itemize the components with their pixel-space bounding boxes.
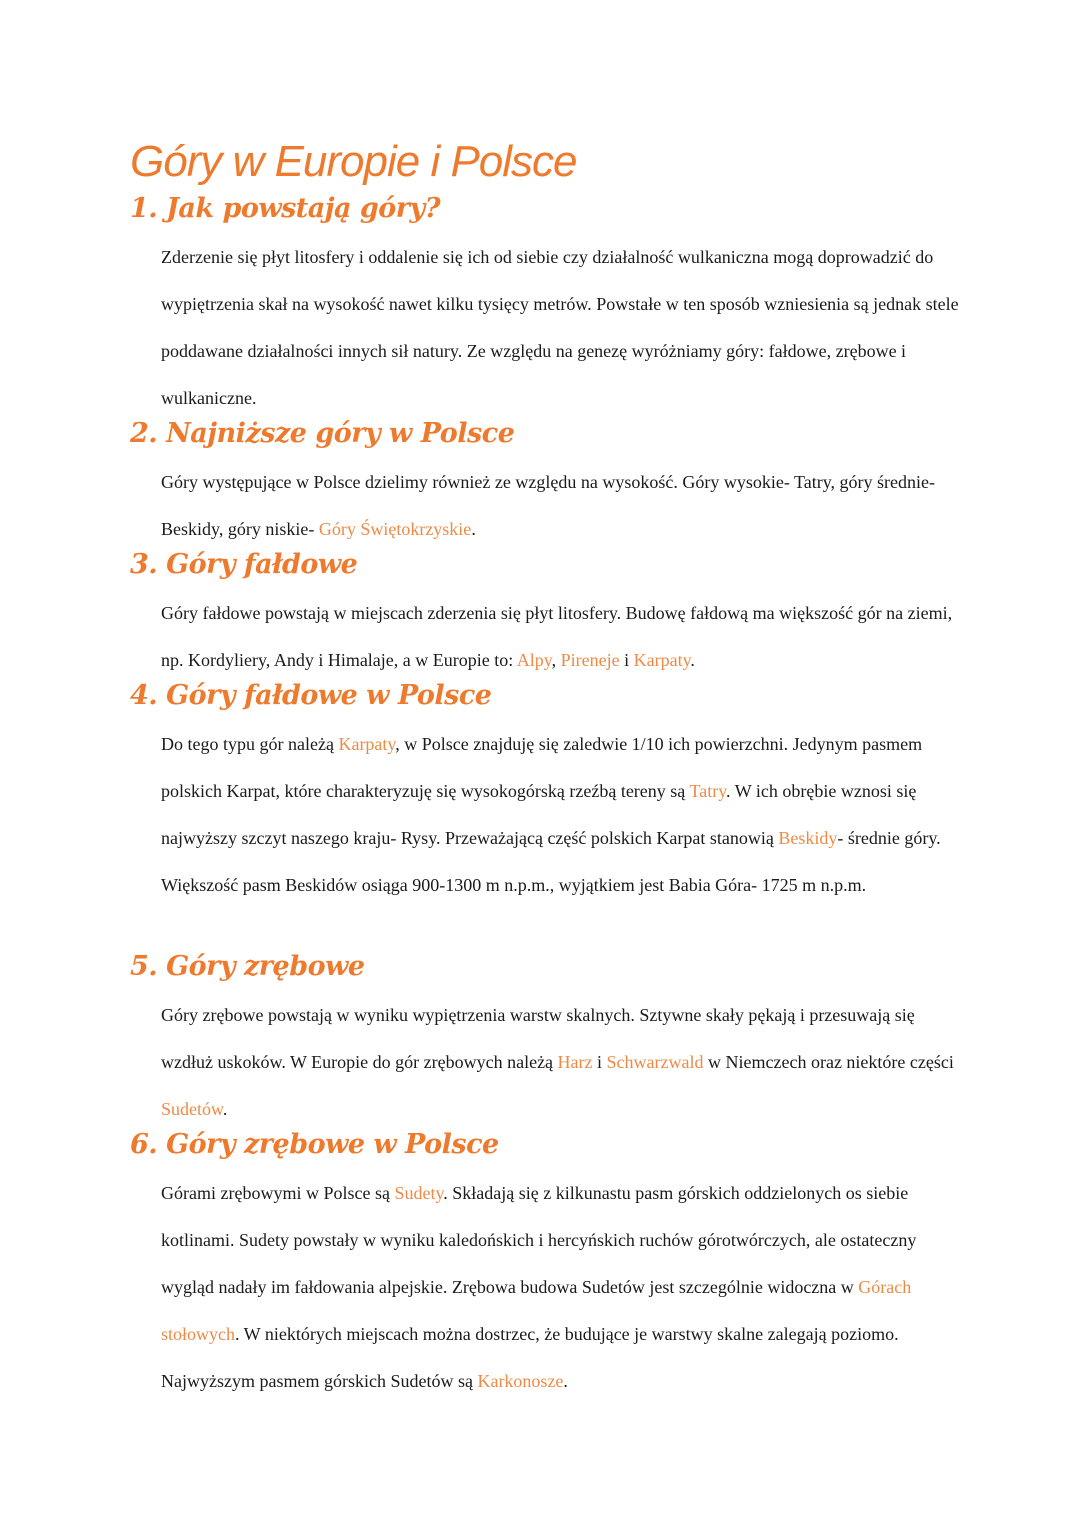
- text-run: Góry występujące w Polsce dzielimy również ze względu na wysokość. Góry wysokie- Tatry, góry średnie- Beskidy, góry niskie-: [161, 472, 936, 539]
- highlight-term: Schwarzwald: [606, 1052, 704, 1072]
- highlight-term: Sudetów: [161, 1099, 223, 1119]
- text-run: .: [563, 1371, 568, 1391]
- section-heading-6: 6. Góry zrębowe w Polsce: [130, 1129, 499, 1160]
- text-run: - średnie góry. Większość pasm Beskidów osiąga 900-1300 m n.p.m., wyjątkiem jest Babia Góra- 1725 m n.p.m.: [161, 828, 941, 895]
- text-run: i: [592, 1052, 607, 1072]
- section-body-3: [161, 590, 961, 684]
- highlight-term: Pireneje: [560, 650, 620, 670]
- section-heading-3: 3. Góry fałdowe: [130, 549, 358, 580]
- section-heading-5: 5. Góry zrębowe: [130, 951, 365, 982]
- highlight-term: Alpy: [516, 650, 552, 670]
- highlight-term: Karpaty: [633, 650, 691, 670]
- text-run: . W niektórych miejscach można dostrzec, że budujące je warstwy skalne zalegają poziomo. Najwyższym pasmem górskich Sudetów są: [161, 1324, 899, 1391]
- text-run: . Składają się z kilkunastu pasm górskich oddzielonych os siebie kotlinami. Sudety powstały w wyniku kaledońskich i hercyńskich ruchów górotwórczych, ale ostateczny wygląd nadały im fałdowania alpejskie. Zrębowa budowa Sudetów jest szczególnie widoczna w: [161, 1183, 917, 1297]
- page-title: Góry w Europie i Polsce: [130, 137, 577, 186]
- text-run: Zderzenie się płyt litosfery i oddalenie się ich od siebie czy działalność wulkaniczna mogą doprowadzić do wypiętrzenia skał na wysokość nawet kilku tysięcy metrów. Powstałe w ten sposób wzniesienia są jednak stele poddawane działalności innych sił natury. Ze względu na genezę wyróżniamy góry: fałdowe, zrębowe i wulkaniczne.: [161, 247, 959, 408]
- highlight-term: Górach stołowych: [161, 1277, 912, 1344]
- highlight-term: Karkonosze: [477, 1371, 564, 1391]
- section-body-1: [161, 234, 961, 422]
- section-body-6: [161, 1170, 961, 1405]
- text-run: Do tego typu gór należą: [161, 734, 339, 754]
- text-run: Góry zrębowe powstają w wyniku wypiętrzenia warstw skalnych. Sztywne skały pękają i przesuwają się wzdłuż uskoków. W Europie do gór zrębowych należą: [161, 1005, 915, 1072]
- section-heading-4: 4. Góry fałdowe w Polsce: [130, 680, 492, 711]
- section-heading-2: 2. Najniższe góry w Polsce: [130, 418, 515, 449]
- section-body-4: [161, 721, 961, 909]
- text-run: .: [690, 650, 695, 670]
- section-body-5: [161, 992, 961, 1133]
- text-run: Górami zrębowymi w Polsce są: [161, 1183, 395, 1203]
- text-run: .: [471, 519, 476, 539]
- highlight-term: Góry Świętokrzyskie: [318, 519, 472, 539]
- text-run: . W ich obrębie wznosi się najwyższy szczyt naszego kraju- Rysy. Przeważającą część polskich Karpat stanowią: [161, 781, 917, 848]
- highlight-term: Tatry: [689, 781, 727, 801]
- text-run: i: [619, 650, 634, 670]
- highlight-term: Sudety: [394, 1183, 444, 1203]
- text-run: , w Polsce znajduję się zaledwie 1/10 ich powierzchni. Jedynym pasmem polskich Karpat, które charakteryzuję się wysokogórską rzeźbą tereny są: [161, 734, 923, 801]
- section-heading-1: 1. Jak powstają góry?: [130, 193, 441, 224]
- text-run: Góry fałdowe powstają w miejscach zderzenia się płyt litosfery. Budowę fałdową ma większość gór na ziemi, np. Kordyliery, Andy i Himalaje, a w Europie to:: [161, 603, 953, 670]
- text-run: .: [222, 1099, 228, 1119]
- text-run: w Niemczech oraz niektóre części: [703, 1052, 954, 1072]
- section-body-2: [161, 459, 961, 553]
- highlight-term: Harz: [557, 1052, 593, 1072]
- highlight-term: Beskidy: [778, 828, 838, 848]
- highlight-term: Karpaty: [338, 734, 396, 754]
- text-run: ,: [551, 650, 561, 670]
